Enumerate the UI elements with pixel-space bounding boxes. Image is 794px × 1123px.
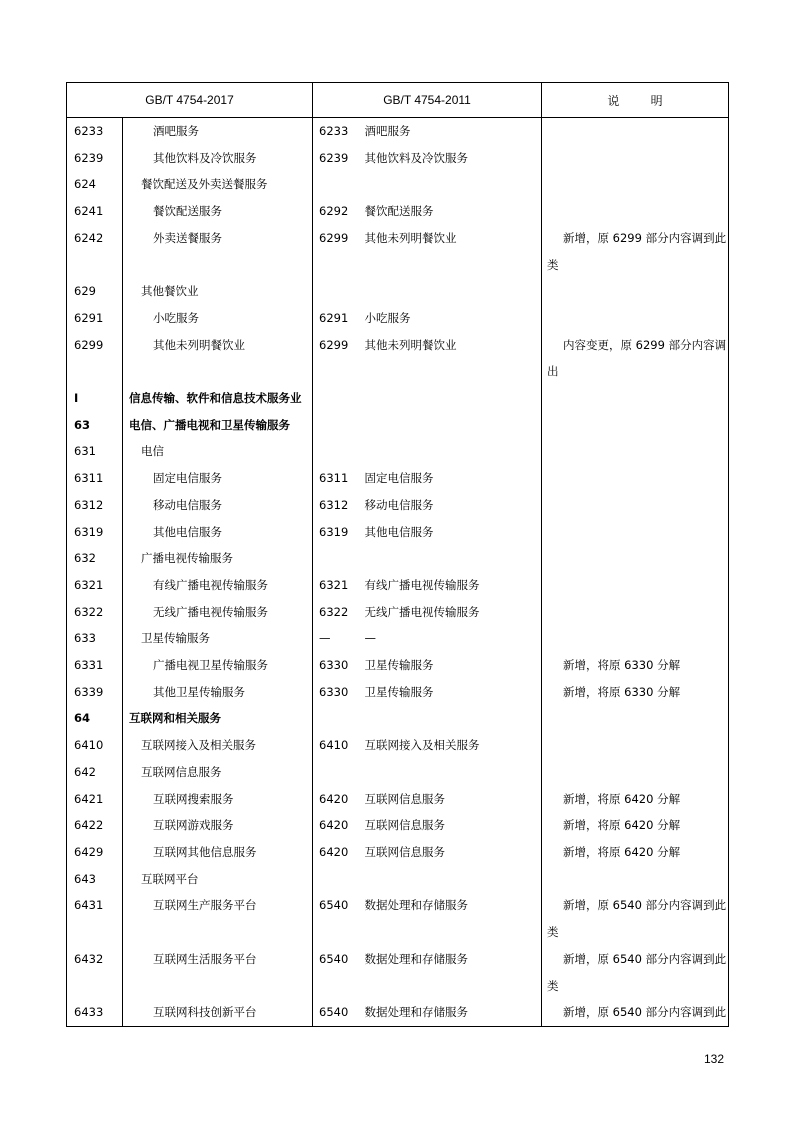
table-row <box>67 572 729 599</box>
class-code-2011: 6330 <box>313 679 359 706</box>
change-note <box>542 866 729 893</box>
class-code-2011: 6299 <box>313 332 359 385</box>
classification-table-container <box>66 82 728 1027</box>
class-name-2011: 小吃服务 <box>359 305 542 332</box>
class-code-2011: 6540 <box>313 946 359 999</box>
class-name-2017: 餐饮配送服务 <box>123 198 313 225</box>
table-row <box>67 732 729 759</box>
class-code-2017: 63 <box>67 412 123 439</box>
class-code-2017: 629 <box>67 278 123 305</box>
class-code-2011: 6410 <box>313 732 359 759</box>
class-name-2011 <box>359 759 542 786</box>
change-note <box>542 519 729 546</box>
class-code-2011: 6312 <box>313 492 359 519</box>
class-name-2011: 移动电信服务 <box>359 492 542 519</box>
class-name-2011: 互联网信息服务 <box>359 812 542 839</box>
class-name-2017: 互联网其他信息服务 <box>123 839 313 866</box>
table-row <box>67 332 729 385</box>
class-name-2017: 电信 <box>123 438 313 465</box>
class-name-2017: 电信、广播电视和卫星传输服务 <box>123 412 313 439</box>
change-note <box>542 412 729 439</box>
class-code-2017: 624 <box>67 171 123 198</box>
change-note <box>542 145 729 172</box>
class-code-2011: 6291 <box>313 305 359 332</box>
class-code-2017: 632 <box>67 545 123 572</box>
table-row <box>67 492 729 519</box>
class-code-2017: 6299 <box>67 332 123 385</box>
class-name-2011: 固定电信服务 <box>359 465 542 492</box>
class-name-2017: 互联网生产服务平台 <box>123 892 313 945</box>
table-row <box>67 385 729 412</box>
class-name-2011 <box>359 412 542 439</box>
page-number: 132 <box>703 1052 724 1066</box>
class-name-2017: 有线广播电视传输服务 <box>123 572 313 599</box>
class-name-2017: 互联网游戏服务 <box>123 812 313 839</box>
change-note <box>542 118 729 145</box>
class-code-2017: 633 <box>67 625 123 652</box>
class-name-2011: 卫星传输服务 <box>359 679 542 706</box>
change-note <box>542 599 729 626</box>
table-row <box>67 625 729 652</box>
class-code-2011: 6540 <box>313 892 359 945</box>
class-name-2017: 卫星传输服务 <box>123 625 313 652</box>
class-name-2011: 互联网信息服务 <box>359 786 542 813</box>
table-row <box>67 118 729 145</box>
table-row <box>67 599 729 626</box>
class-name-2017: 无线广播电视传输服务 <box>123 599 313 626</box>
table-row <box>67 412 729 439</box>
class-code-2017: 6331 <box>67 652 123 679</box>
class-name-2011: 互联网信息服务 <box>359 839 542 866</box>
class-code-2017: 64 <box>67 705 123 732</box>
change-note <box>542 545 729 572</box>
table-row <box>67 278 729 305</box>
class-name-2017: 信息传输、软件和信息技术服务业 <box>123 385 313 412</box>
table-row <box>67 465 729 492</box>
class-code-2017: 6319 <box>67 519 123 546</box>
change-note <box>542 171 729 198</box>
change-note: 新增，将原 6330 分解 <box>542 652 729 679</box>
table-row <box>67 545 729 572</box>
class-name-2017: 其他未列明餐饮业 <box>123 332 313 385</box>
class-code-2011 <box>313 438 359 465</box>
change-note <box>542 572 729 599</box>
header-note: 说 明 <box>542 83 729 118</box>
change-note: 新增，将原 6420 分解 <box>542 812 729 839</box>
class-name-2017: 其他餐饮业 <box>123 278 313 305</box>
class-code-2017: 6321 <box>67 572 123 599</box>
class-code-2017: 6410 <box>67 732 123 759</box>
change-note <box>542 705 729 732</box>
table-row <box>67 305 729 332</box>
class-name-2011 <box>359 385 542 412</box>
table-row <box>67 705 729 732</box>
class-code-2011: 6420 <box>313 786 359 813</box>
class-name-2017: 其他电信服务 <box>123 519 313 546</box>
class-name-2017: 广播电视卫星传输服务 <box>123 652 313 679</box>
class-code-2011: 6330 <box>313 652 359 679</box>
class-code-2011 <box>313 171 359 198</box>
class-name-2017: 互联网平台 <box>123 866 313 893</box>
class-code-2017: 6422 <box>67 812 123 839</box>
class-name-2011 <box>359 278 542 305</box>
class-name-2011 <box>359 438 542 465</box>
class-code-2017: 6421 <box>67 786 123 813</box>
class-code-2011: 6319 <box>313 519 359 546</box>
class-code-2017: 6431 <box>67 892 123 945</box>
change-note <box>542 759 729 786</box>
class-code-2011 <box>313 412 359 439</box>
class-code-2017: 643 <box>67 866 123 893</box>
change-note: 新增，原 6540 部分内容调到此类 <box>542 892 729 945</box>
class-code-2011: 6233 <box>313 118 359 145</box>
table-row <box>67 786 729 813</box>
class-name-2017: 互联网和相关服务 <box>123 705 313 732</box>
table-row <box>67 438 729 465</box>
class-code-2017: 6312 <box>67 492 123 519</box>
table-row <box>67 652 729 679</box>
class-code-2017: 6339 <box>67 679 123 706</box>
class-name-2011: 其他饮料及冷饮服务 <box>359 145 542 172</box>
class-name-2017: 其他饮料及冷饮服务 <box>123 145 313 172</box>
change-note <box>542 305 729 332</box>
class-code-2011 <box>313 759 359 786</box>
class-name-2011: 酒吧服务 <box>359 118 542 145</box>
class-name-2017: 移动电信服务 <box>123 492 313 519</box>
class-code-2017: 6433 <box>67 999 123 1026</box>
class-name-2011: — <box>359 625 542 652</box>
class-name-2011: 数据处理和存储服务 <box>359 999 542 1026</box>
class-name-2017: 广播电视传输服务 <box>123 545 313 572</box>
class-name-2011: 餐饮配送服务 <box>359 198 542 225</box>
class-code-2011: 6299 <box>313 225 359 278</box>
class-code-2017: 631 <box>67 438 123 465</box>
class-code-2011 <box>313 278 359 305</box>
class-code-2017: 6242 <box>67 225 123 278</box>
class-code-2011: — <box>313 625 359 652</box>
classification-comparison-table <box>66 82 729 1027</box>
table-body <box>67 118 729 1027</box>
table-row <box>67 519 729 546</box>
class-code-2011 <box>313 545 359 572</box>
class-code-2011 <box>313 385 359 412</box>
header-gb-2017: GB/T 4754-2017 <box>67 83 313 118</box>
class-name-2011 <box>359 545 542 572</box>
class-code-2017: 6432 <box>67 946 123 999</box>
class-name-2017: 互联网生活服务平台 <box>123 946 313 999</box>
class-name-2011: 数据处理和存储服务 <box>359 892 542 945</box>
class-code-2017: 642 <box>67 759 123 786</box>
table-row <box>67 946 729 999</box>
class-code-2011: 6322 <box>313 599 359 626</box>
table-row <box>67 866 729 893</box>
class-code-2017: 6233 <box>67 118 123 145</box>
table-row <box>67 839 729 866</box>
class-code-2011: 6540 <box>313 999 359 1026</box>
class-code-2011: 6311 <box>313 465 359 492</box>
class-name-2011 <box>359 705 542 732</box>
class-code-2011 <box>313 866 359 893</box>
class-code-2011 <box>313 705 359 732</box>
table-row <box>67 759 729 786</box>
class-code-2017: 6322 <box>67 599 123 626</box>
change-note: 新增，原 6540 部分内容调到此类 <box>542 946 729 999</box>
change-note <box>542 465 729 492</box>
change-note <box>542 438 729 465</box>
header-gb-2011: GB/T 4754-2011 <box>313 83 542 118</box>
class-name-2017: 互联网搜索服务 <box>123 786 313 813</box>
change-note: 新增，将原 6330 分解 <box>542 679 729 706</box>
class-name-2017: 其他卫星传输服务 <box>123 679 313 706</box>
class-name-2011 <box>359 171 542 198</box>
table-row <box>67 198 729 225</box>
class-name-2011: 无线广播电视传输服务 <box>359 599 542 626</box>
class-code-2011: 6321 <box>313 572 359 599</box>
table-row <box>67 225 729 278</box>
change-note: 新增，将原 6420 分解 <box>542 786 729 813</box>
class-code-2011: 6420 <box>313 812 359 839</box>
class-code-2017: 6239 <box>67 145 123 172</box>
change-note: 新增，原 6540 部分内容调到此 <box>542 999 729 1026</box>
class-code-2011: 6239 <box>313 145 359 172</box>
class-name-2017: 餐饮配送及外卖送餐服务 <box>123 171 313 198</box>
class-code-2011: 6420 <box>313 839 359 866</box>
change-note <box>542 198 729 225</box>
class-name-2011: 卫星传输服务 <box>359 652 542 679</box>
class-name-2011: 数据处理和存储服务 <box>359 946 542 999</box>
class-name-2011: 互联网接入及相关服务 <box>359 732 542 759</box>
class-name-2017: 互联网信息服务 <box>123 759 313 786</box>
class-name-2017: 固定电信服务 <box>123 465 313 492</box>
change-note <box>542 278 729 305</box>
class-name-2011 <box>359 866 542 893</box>
class-name-2017: 小吃服务 <box>123 305 313 332</box>
table-row <box>67 999 729 1026</box>
class-name-2017: 酒吧服务 <box>123 118 313 145</box>
class-name-2011: 其他未列明餐饮业 <box>359 332 542 385</box>
class-code-2017: 6291 <box>67 305 123 332</box>
class-name-2017: 互联网接入及相关服务 <box>123 732 313 759</box>
class-name-2011: 其他电信服务 <box>359 519 542 546</box>
class-name-2011: 有线广播电视传输服务 <box>359 572 542 599</box>
table-row <box>67 892 729 945</box>
class-code-2017: I <box>67 385 123 412</box>
class-name-2011: 其他未列明餐饮业 <box>359 225 542 278</box>
class-code-2017: 6429 <box>67 839 123 866</box>
table-row <box>67 145 729 172</box>
change-note <box>542 385 729 412</box>
change-note: 新增，原 6299 部分内容调到此类 <box>542 225 729 278</box>
change-note <box>542 625 729 652</box>
change-note: 新增，将原 6420 分解 <box>542 839 729 866</box>
class-name-2017: 互联网科技创新平台 <box>123 999 313 1026</box>
class-code-2017: 6241 <box>67 198 123 225</box>
change-note <box>542 732 729 759</box>
class-code-2011: 6292 <box>313 198 359 225</box>
class-name-2017: 外卖送餐服务 <box>123 225 313 278</box>
change-note <box>542 492 729 519</box>
table-row <box>67 812 729 839</box>
table-header-row <box>67 83 729 118</box>
table-row <box>67 679 729 706</box>
table-row <box>67 171 729 198</box>
class-code-2017: 6311 <box>67 465 123 492</box>
change-note: 内容变更，原 6299 部分内容调出 <box>542 332 729 385</box>
